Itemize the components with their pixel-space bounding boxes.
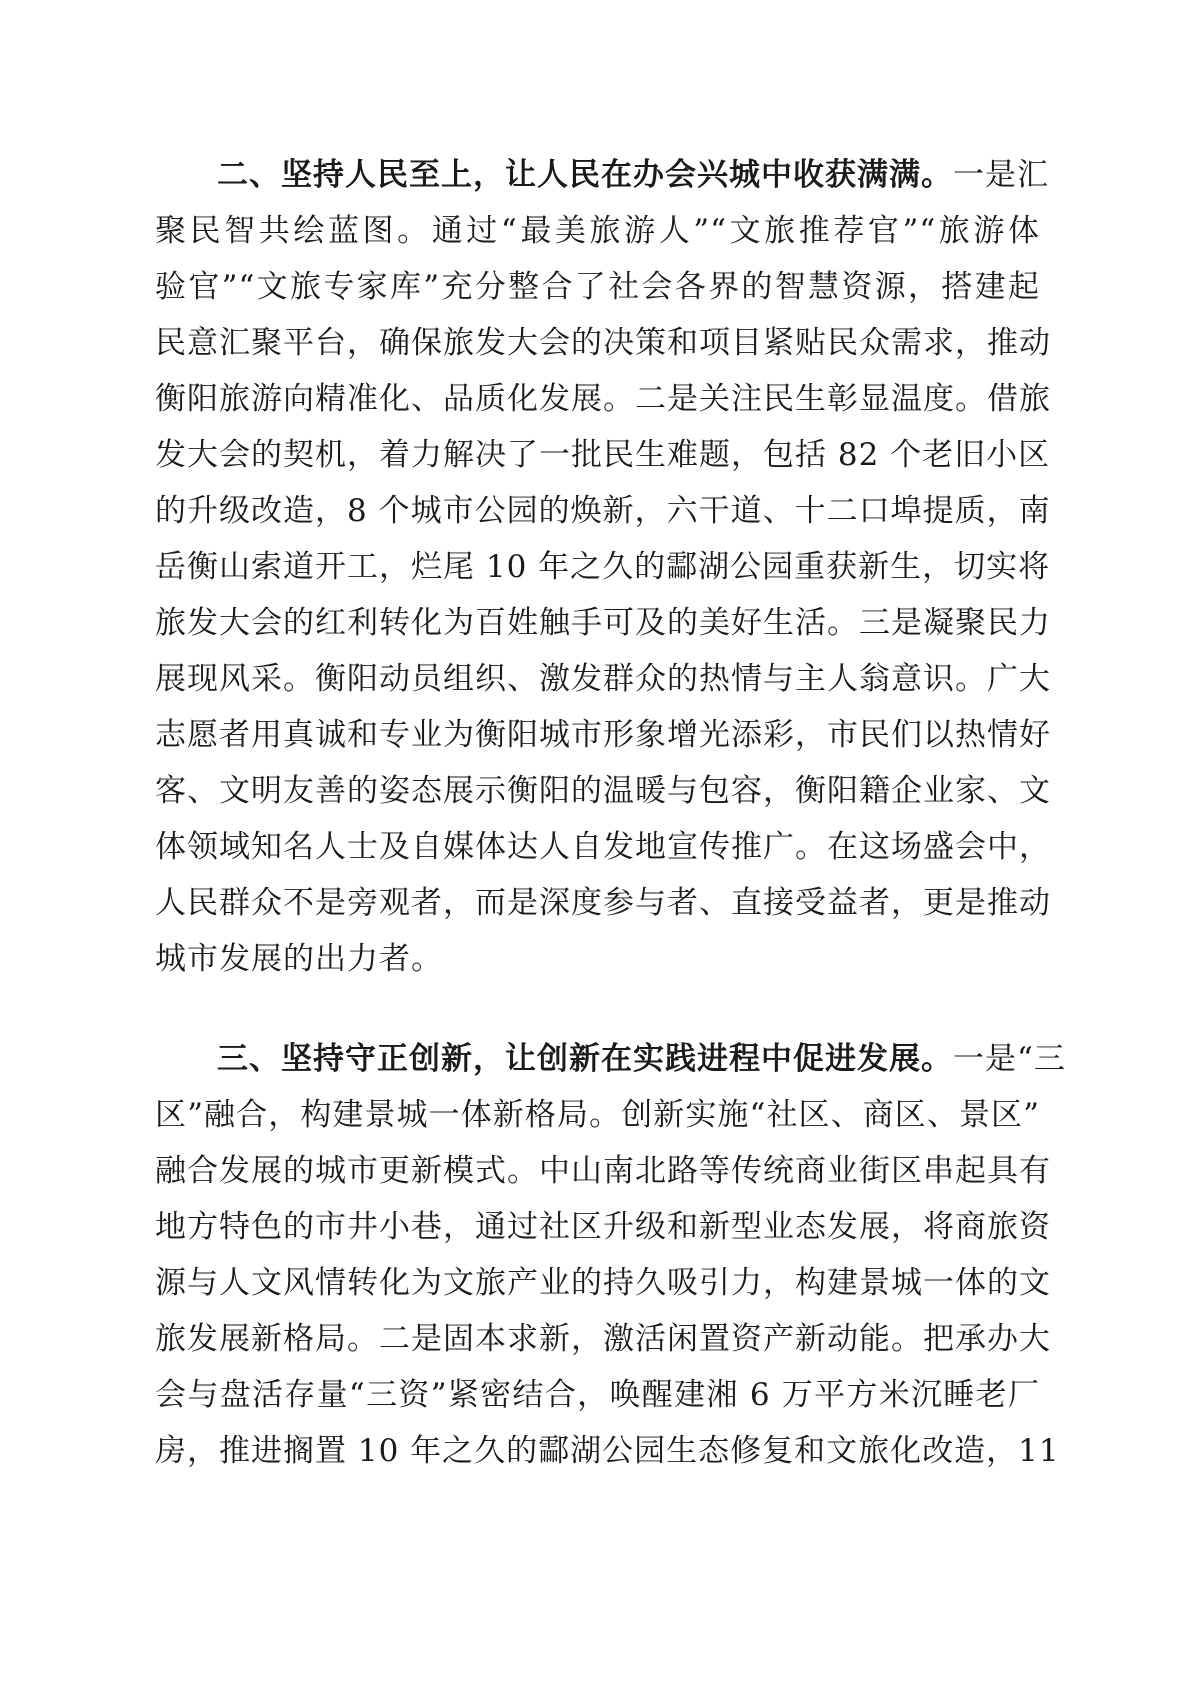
section-heading: 二、坚持人民至上，让人民在办会兴城中收获满满。 <box>217 157 953 193</box>
section-heading: 三、坚持守正创新，让创新在实践进程中促进发展。 <box>217 1041 953 1077</box>
body-line: 源与人文风情转化为文旅产业的持久吸引力，构建景城一体的文 <box>155 1265 1051 1301</box>
paragraph-first-line <box>155 1031 1066 1087</box>
body-line: 发大会的契机，着力解决了一批民生难题，包括 82 个老旧小区 <box>155 437 1051 473</box>
body-line: 验官”“文旅专家库”充分整合了社会各界的智慧资源，搭建起 <box>155 269 1040 305</box>
body-line: 人民群众不是旁观者，而是深度参与者、直接受益者，更是推动 <box>155 885 1051 921</box>
body-text: 一是汇 <box>953 157 1049 193</box>
body-line: 地方特色的市井小巷，通过社区升级和新型业态发展，将商旅资 <box>155 1209 1051 1245</box>
body-line: 区”融合，构建景城一体新格局。创新实施“社区、商区、景区” <box>155 1097 1040 1133</box>
body-line: 旅发大会的红利转化为百姓触手可及的美好生活。三是凝聚民力 <box>155 605 1051 641</box>
body-line: 聚民智共绘蓝图。通过“最美旅游人”“文旅推荐官”“旅游体 <box>155 213 1040 249</box>
body-line: 志愿者用真诚和专业为衡阳城市形象增光添彩，市民们以热情好 <box>155 717 1051 753</box>
body-line: 会与盘活存量“三资”紧密结合，唤醒建湘 6 万平方米沉睡老厂 <box>155 1377 1040 1413</box>
body-line: 展现风采。衡阳动员组织、激发群众的热情与主人翁意识。广大 <box>155 661 1051 697</box>
body-line-last: 城市发展的出力者。 <box>155 941 443 977</box>
body-text: 一是“三 <box>953 1041 1066 1077</box>
body-line: 融合发展的城市更新模式。中山南北路等传统商业街区串起具有 <box>155 1153 1051 1189</box>
body-line: 旅发展新格局。二是固本求新，激活闲置资产新动能。把承办大 <box>155 1321 1051 1357</box>
paragraph-innovation <box>155 1031 1066 1479</box>
body-line: 客、文明友善的姿态展示衡阳的温暖与包容，衡阳籍企业家、文 <box>155 773 1051 809</box>
body-line: 民意汇聚平台，确保旅发大会的决策和项目紧贴民众需求，推动 <box>155 325 1051 361</box>
paragraph-first-line <box>155 147 1049 203</box>
body-line: 衡阳旅游向精准化、品质化发展。二是关注民生彰显温度。借旅 <box>155 381 1051 417</box>
paragraph-people-first <box>155 147 1051 987</box>
body-line: 岳衡山索道开工，烂尾 10 年之久的酃湖公园重获新生，切实将 <box>155 549 1051 585</box>
body-line: 房，推进搁置 10 年之久的酃湖公园生态修复和文旅化改造，11 <box>155 1433 1060 1469</box>
body-line: 体领域知名人士及自媒体达人自发地宣传推广。在这场盛会中， <box>155 829 1051 865</box>
body-line: 的升级改造，8 个城市公园的焕新，六干道、十二口埠提质，南 <box>155 493 1051 529</box>
